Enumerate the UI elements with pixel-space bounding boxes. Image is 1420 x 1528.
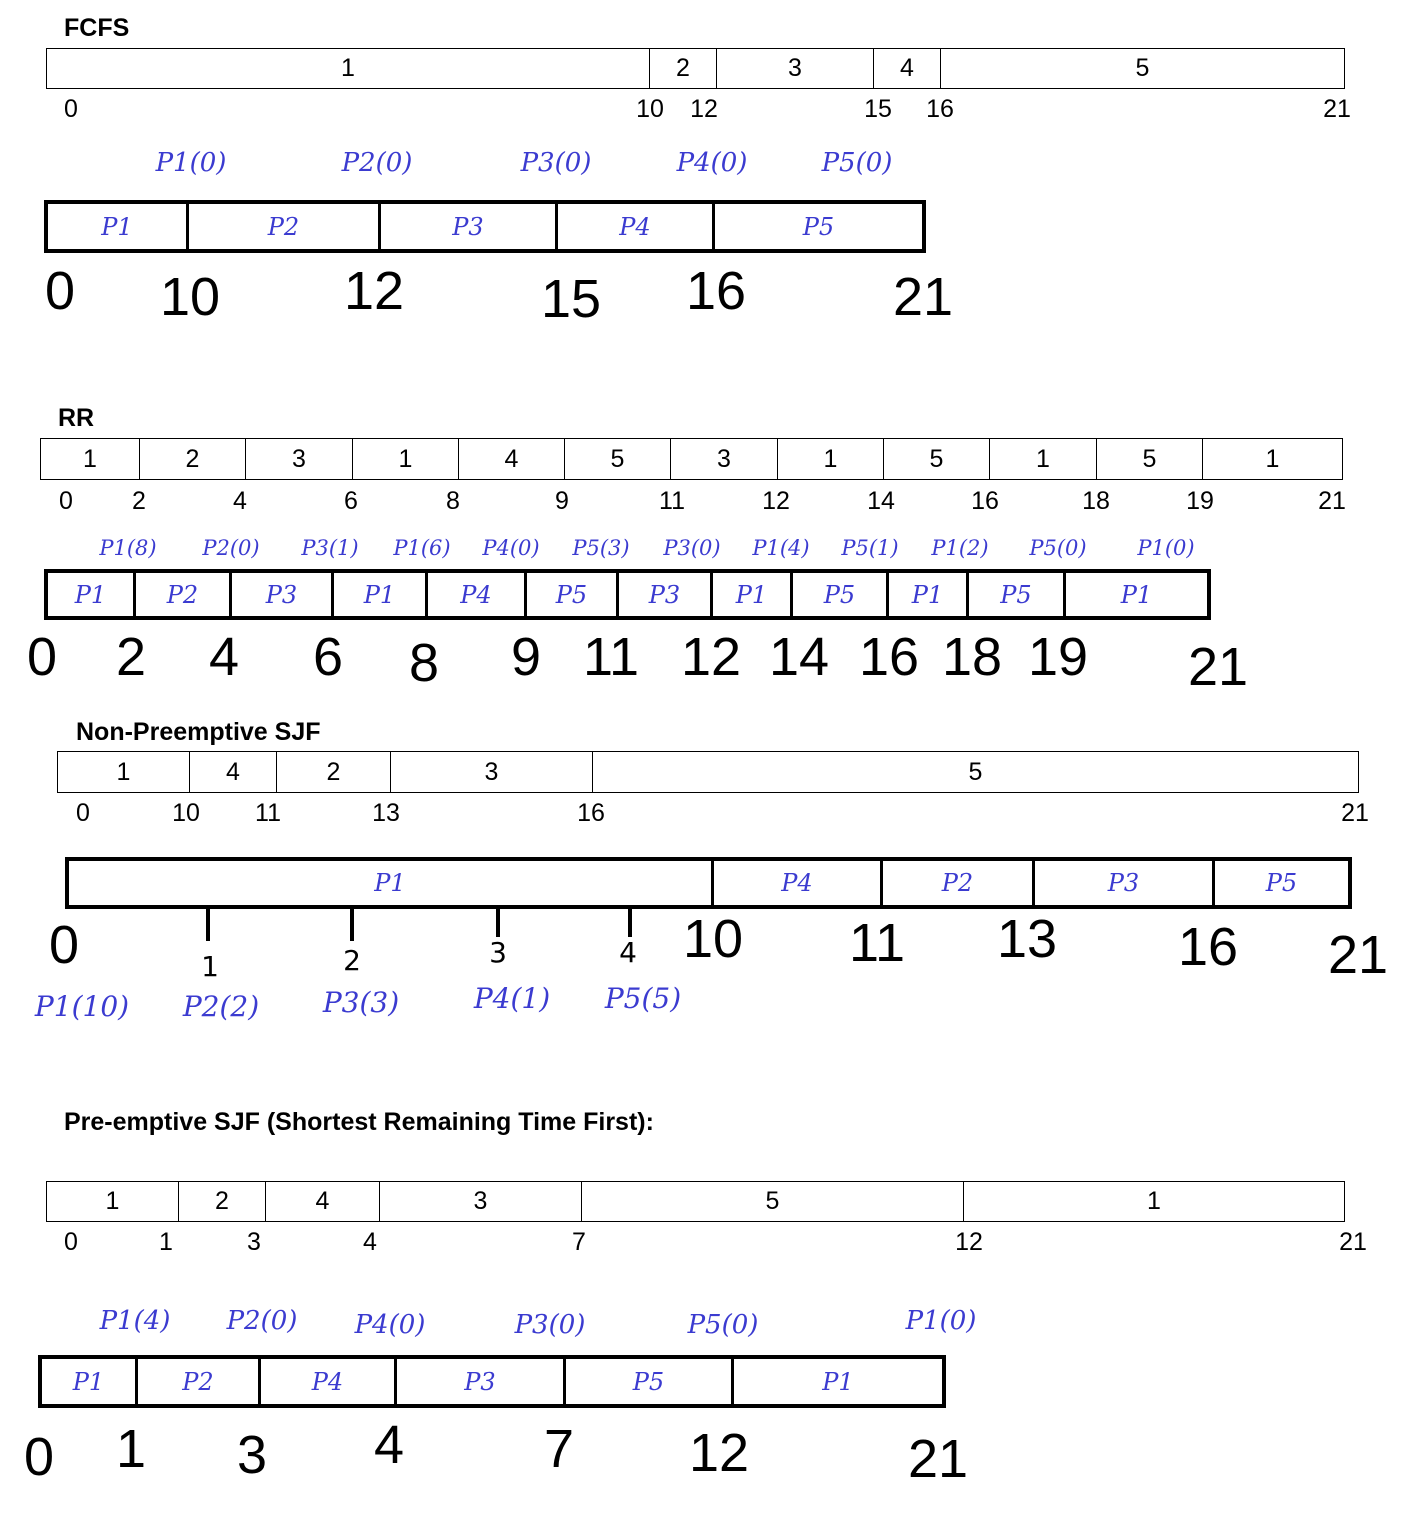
rr-hand-tick: 11 xyxy=(582,627,640,687)
fcfs-typed-tick: 16 xyxy=(926,95,954,123)
rr-typed-tick: 6 xyxy=(344,487,358,515)
rr-typed-tick: 16 xyxy=(971,487,999,515)
np-sjf-hand-tick: 11 xyxy=(848,913,906,973)
p-sjf-typed-seg: 4 xyxy=(265,1182,379,1221)
fcfs-annotation: P4(0) xyxy=(676,148,748,178)
p-sjf-typed-tick: 1 xyxy=(159,1228,173,1256)
np-sjf-title: Non-Preemptive SJF xyxy=(76,718,321,746)
np-sjf-arrival: P3(3) xyxy=(322,986,400,1019)
fcfs-typed-tick: 12 xyxy=(690,95,718,123)
p-sjf-typed-tick: 21 xyxy=(1339,1228,1367,1256)
fcfs-typed-gantt xyxy=(46,48,1345,89)
rr-typed-tick: 21 xyxy=(1318,487,1346,515)
rr-typed-seg: 1 xyxy=(1202,439,1342,479)
rr-hand-tick: 4 xyxy=(208,627,240,687)
rr-typed-tick: 19 xyxy=(1186,487,1214,515)
np-sjf-arrival-mark xyxy=(628,907,632,937)
rr-hand-seg: P2 xyxy=(133,573,229,616)
fcfs-annotation: P5(0) xyxy=(821,148,893,178)
np-sjf-hand-tick: 10 xyxy=(682,909,744,969)
rr-typed-seg: 5 xyxy=(883,439,989,479)
p-sjf-hand-seg: P3 xyxy=(394,1359,563,1404)
rr-typed-tick: 4 xyxy=(233,487,247,515)
np-sjf-typed-seg: 2 xyxy=(276,752,390,792)
np-sjf-hand-seg: P4 xyxy=(711,861,880,905)
rr-hand-seg: P3 xyxy=(616,573,710,616)
rr-hand-seg: P4 xyxy=(425,573,524,616)
rr-hand-seg: P1 xyxy=(74,580,107,609)
fcfs-typed-tick: 15 xyxy=(864,95,892,123)
rr-hand-tick: 0 xyxy=(26,627,58,687)
np-sjf-typed-tick: 16 xyxy=(577,799,605,827)
rr-annotation: P3(0) xyxy=(663,536,721,560)
rr-typed-tick: 12 xyxy=(762,487,790,515)
np-sjf-hand-seg: P5 xyxy=(1212,861,1348,905)
fcfs-hand-tick: 0 xyxy=(44,261,76,321)
p-sjf-annotation: P1(0) xyxy=(905,1306,977,1336)
rr-annotation: P2(0) xyxy=(202,536,260,560)
rr-hand-seg: P1 xyxy=(1063,573,1207,616)
rr-typed-seg: 5 xyxy=(1096,439,1202,479)
np-sjf-arrival-mark xyxy=(496,907,500,937)
np-sjf-typed-tick: 11 xyxy=(255,799,281,827)
rr-typed-tick: 0 xyxy=(59,487,73,515)
p-sjf-annotation: P3(0) xyxy=(514,1310,586,1340)
np-sjf-typed-seg: 5 xyxy=(592,752,1358,792)
p-sjf-typed-seg: 1 xyxy=(105,1187,120,1215)
p-sjf-hand-seg: P5 xyxy=(563,1359,731,1404)
fcfs-hand-tick: 15 xyxy=(540,269,602,329)
rr-hand-seg: P5 xyxy=(524,573,616,616)
rr-hand-tick: 8 xyxy=(408,633,440,693)
rr-hand-tick: 18 xyxy=(941,627,1003,687)
p-sjf-annotation: P5(0) xyxy=(687,1310,759,1340)
np-sjf-typed-seg: 3 xyxy=(390,752,592,792)
rr-annotation: P1(8) xyxy=(99,536,157,560)
p-sjf-hand-tick: 3 xyxy=(236,1425,268,1485)
rr-typed-seg: 1 xyxy=(989,439,1096,479)
rr-annotation: P1(4) xyxy=(752,536,810,560)
p-sjf-typed-seg: 5 xyxy=(581,1182,963,1221)
fcfs-typed-tick: 21 xyxy=(1323,95,1351,123)
fcfs-hand-seg: P4 xyxy=(555,204,712,249)
p-sjf-title: Pre-emptive SJF (Shortest Remaining Time First): xyxy=(64,1108,654,1136)
rr-hand-seg: P5 xyxy=(966,573,1063,616)
np-sjf-typed-tick: 13 xyxy=(372,799,400,827)
p-sjf-hand-tick: 1 xyxy=(115,1419,147,1479)
rr-hand-tick: 9 xyxy=(510,627,542,687)
np-sjf-hand-tick: 16 xyxy=(1177,917,1239,977)
rr-hand-seg: P1 xyxy=(710,573,790,616)
p-sjf-hand-tick: 21 xyxy=(907,1429,969,1489)
p-sjf-typed-tick: 12 xyxy=(955,1228,983,1256)
rr-hand-seg: P5 xyxy=(790,573,886,616)
p-sjf-hand-seg: P1 xyxy=(72,1367,105,1396)
np-sjf-hand-seg: P3 xyxy=(1032,861,1212,905)
np-sjf-hand-seg: P2 xyxy=(880,861,1032,905)
fcfs-typed-seg: 1 xyxy=(341,54,355,82)
rr-typed-seg: 3 xyxy=(245,439,352,479)
p-sjf-hand-seg: P2 xyxy=(135,1359,258,1404)
np-sjf-hand-seg: P1 xyxy=(374,869,406,897)
p-sjf-typed-seg: 1 xyxy=(963,1182,1344,1221)
np-sjf-mark-label: 1 xyxy=(201,950,219,983)
rr-hand-seg: P1 xyxy=(886,573,966,616)
rr-typed-gantt xyxy=(40,438,1343,480)
fcfs-typed-tick: 0 xyxy=(64,95,78,123)
p-sjf-typed-seg: 2 xyxy=(178,1182,265,1221)
rr-annotation: P1(0) xyxy=(1137,536,1195,560)
rr-hand-tick: 19 xyxy=(1027,627,1089,687)
rr-typed-tick: 14 xyxy=(867,487,895,515)
p-sjf-hand-tick: 12 xyxy=(688,1423,750,1483)
np-sjf-mark-label: 3 xyxy=(489,936,507,969)
rr-typed-tick: 18 xyxy=(1082,487,1110,515)
rr-typed-seg: 2 xyxy=(139,439,245,479)
p-sjf-hand-seg: P1 xyxy=(731,1359,942,1404)
fcfs-annotation: P2(0) xyxy=(341,148,413,178)
fcfs-title: FCFS xyxy=(64,14,130,42)
np-sjf-typed-tick: 10 xyxy=(172,799,200,827)
np-sjf-arrival: P4(1) xyxy=(473,982,551,1015)
p-sjf-hand-tick: 4 xyxy=(373,1415,405,1475)
rr-annotation: P1(6) xyxy=(393,536,451,560)
fcfs-hand-seg: P3 xyxy=(378,204,555,249)
fcfs-typed-seg: 2 xyxy=(649,49,716,88)
rr-typed-tick: 11 xyxy=(659,487,685,515)
rr-hand-tick: 6 xyxy=(312,627,344,687)
fcfs-annotation: P3(0) xyxy=(520,148,592,178)
rr-typed-tick: 8 xyxy=(446,487,460,515)
np-sjf-hand-tick: 13 xyxy=(996,909,1058,969)
fcfs-hand-tick: 16 xyxy=(685,261,747,321)
np-sjf-typed-seg: 1 xyxy=(116,757,131,786)
fcfs-typed-seg: 5 xyxy=(940,49,1344,88)
fcfs-annotation: P1(0) xyxy=(155,148,227,178)
np-sjf-typed-tick: 21 xyxy=(1341,799,1369,827)
rr-typed-seg: 5 xyxy=(564,439,670,479)
rr-typed-seg: 1 xyxy=(777,439,883,479)
fcfs-hand-gantt xyxy=(44,200,926,253)
fcfs-typed-seg: 3 xyxy=(716,49,873,88)
rr-typed-tick: 2 xyxy=(132,487,146,515)
p-sjf-typed-seg: 3 xyxy=(379,1182,581,1221)
rr-typed-seg: 1 xyxy=(83,444,97,473)
rr-annotation: P5(1) xyxy=(841,536,899,560)
rr-annotation: P5(3) xyxy=(572,536,630,560)
p-sjf-annotation: P2(0) xyxy=(226,1306,298,1336)
p-sjf-typed-tick: 4 xyxy=(363,1228,377,1256)
np-sjf-arrival: P2(2) xyxy=(182,990,260,1023)
rr-hand-seg: P3 xyxy=(229,573,331,616)
p-sjf-hand-tick: 0 xyxy=(23,1427,55,1487)
p-sjf-hand-gantt xyxy=(38,1355,946,1408)
rr-typed-seg: 1 xyxy=(352,439,458,479)
fcfs-hand-seg: P5 xyxy=(712,204,922,249)
rr-hand-tick: 12 xyxy=(680,627,742,687)
rr-annotation: P1(2) xyxy=(931,536,989,560)
np-sjf-typed-gantt xyxy=(57,751,1359,793)
p-sjf-annotation: P4(0) xyxy=(354,1310,426,1340)
np-sjf-arrival: P5(5) xyxy=(604,982,682,1015)
np-sjf-arrival: P1(10) xyxy=(34,990,130,1023)
fcfs-hand-seg: P2 xyxy=(186,204,378,249)
fcfs-hand-tick: 10 xyxy=(159,267,221,327)
np-sjf-hand-tick: 21 xyxy=(1327,925,1389,985)
fcfs-hand-tick: 21 xyxy=(892,267,954,327)
fcfs-hand-tick: 12 xyxy=(343,261,405,321)
p-sjf-typed-tick: 3 xyxy=(247,1228,261,1256)
fcfs-typed-seg: 4 xyxy=(873,49,940,88)
rr-annotation: P4(0) xyxy=(482,536,540,560)
np-sjf-hand-tick: 0 xyxy=(48,915,80,975)
rr-typed-seg: 4 xyxy=(458,439,564,479)
np-sjf-mark-label: 2 xyxy=(343,944,361,977)
p-sjf-typed-tick: 7 xyxy=(572,1228,586,1256)
p-sjf-annotation: P1(4) xyxy=(99,1306,171,1336)
np-sjf-typed-seg: 4 xyxy=(189,752,276,792)
rr-typed-seg: 3 xyxy=(670,439,777,479)
np-sjf-arrival-mark xyxy=(206,907,210,941)
rr-hand-seg: P1 xyxy=(331,573,425,616)
p-sjf-typed-tick: 0 xyxy=(64,1228,78,1256)
rr-annotation: P5(0) xyxy=(1029,536,1087,560)
rr-hand-tick: 16 xyxy=(858,627,920,687)
np-sjf-typed-tick: 0 xyxy=(76,799,90,827)
rr-annotation: P3(1) xyxy=(301,536,359,560)
rr-title: RR xyxy=(58,404,95,432)
np-sjf-mark-label: 4 xyxy=(619,936,637,969)
fcfs-hand-seg: P1 xyxy=(101,212,133,241)
fcfs-typed-tick: 10 xyxy=(636,95,664,123)
p-sjf-typed-gantt xyxy=(46,1181,1345,1222)
rr-hand-gantt xyxy=(44,569,1211,620)
p-sjf-hand-tick: 7 xyxy=(543,1419,575,1479)
np-sjf-arrival-mark xyxy=(350,907,354,941)
rr-hand-tick: 14 xyxy=(768,627,830,687)
p-sjf-hand-seg: P4 xyxy=(258,1359,394,1404)
rr-hand-tick: 2 xyxy=(115,627,147,687)
rr-typed-tick: 9 xyxy=(555,487,569,515)
np-sjf-hand-gantt xyxy=(65,857,1352,909)
rr-hand-tick: 21 xyxy=(1187,637,1249,697)
